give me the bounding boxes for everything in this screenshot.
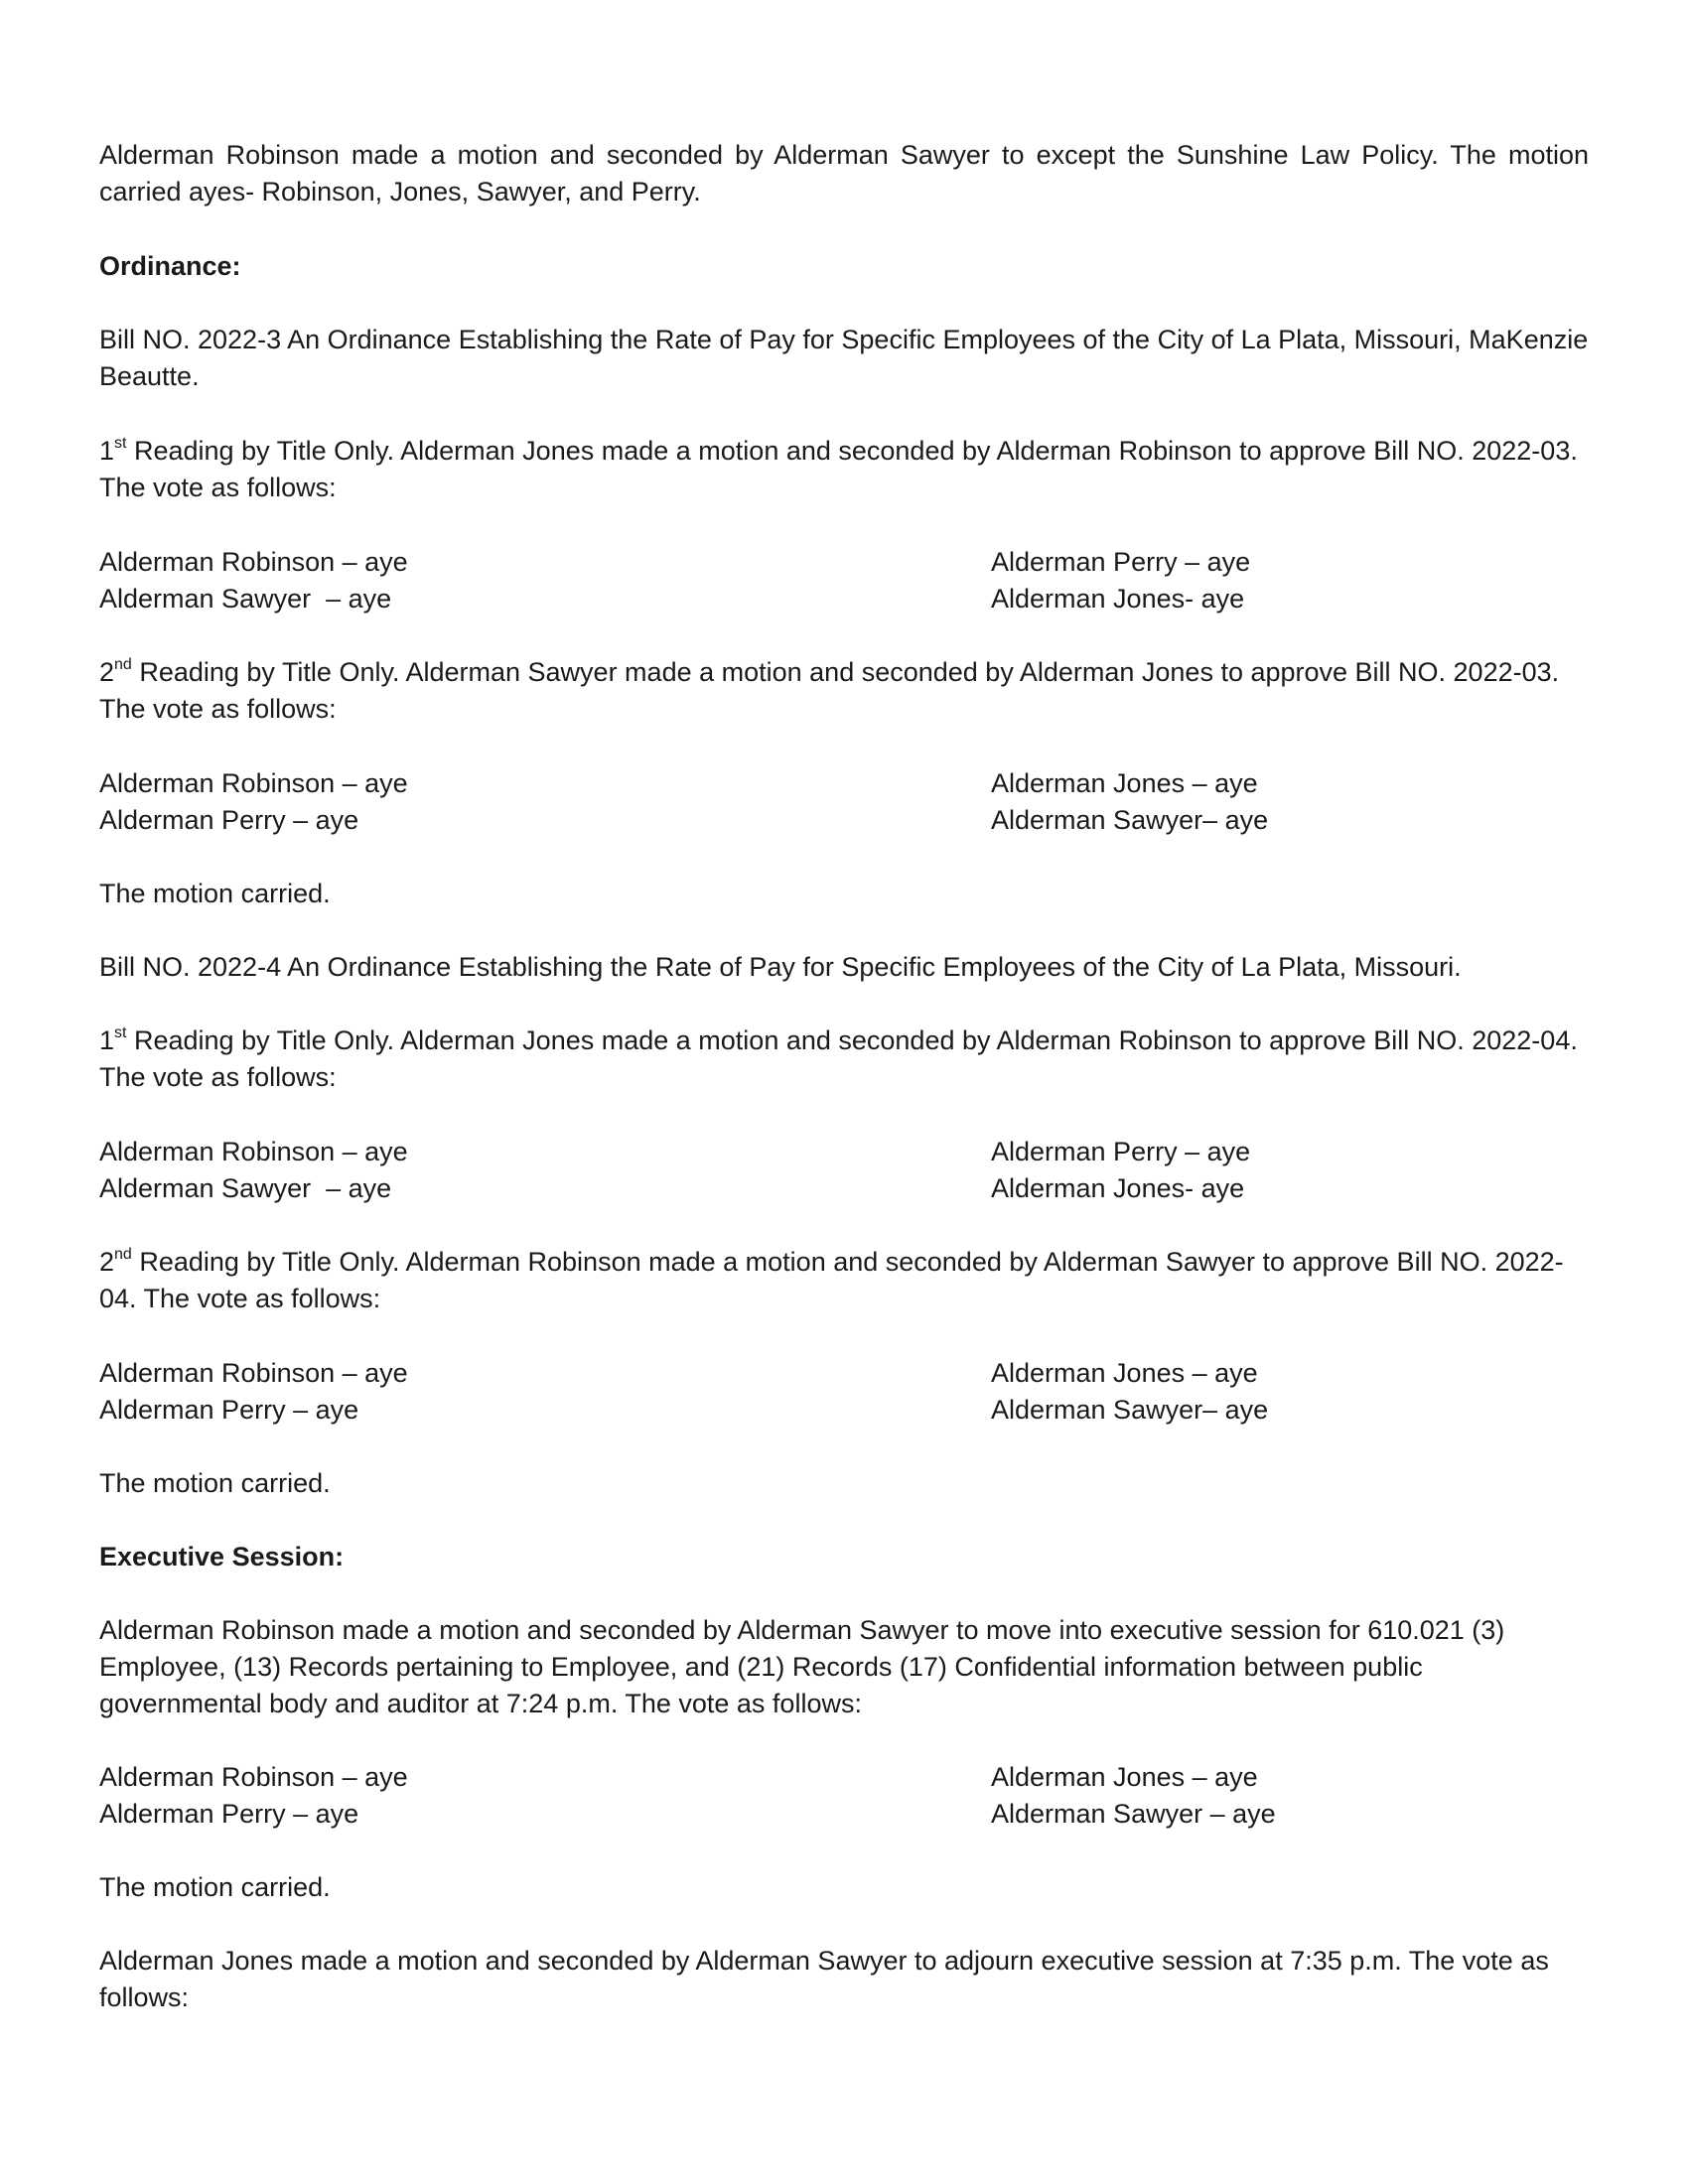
- vote-line: Alderman Sawyer– aye: [991, 1395, 1269, 1425]
- executive-session-heading: Executive Session:: [99, 1542, 345, 1571]
- reading-text: Reading by Title Only. Alderman Sawyer made a motion and seconded by Alderman Jones to approve Bill NO. 2022-03. The vote as follows:: [99, 657, 1560, 724]
- reading-text: Reading by Title Only. Alderman Jones made a motion and seconded by Alderman Robinson to approve Bill NO. 2022-04. The vote as follows:: [99, 1025, 1578, 1092]
- bill-2022-3-motion-carried: The motion carried.: [99, 879, 331, 908]
- bill-2022-4-first-vote-tally: [99, 1134, 1589, 1207]
- vote-line: Alderman Robinson – aye: [99, 768, 408, 798]
- vote-line: Alderman Jones- aye: [991, 1173, 1245, 1203]
- vote-line: Alderman Jones- aye: [991, 584, 1245, 614]
- vote-line: Alderman Jones – aye: [991, 1358, 1258, 1388]
- vote-line: Alderman Perry – aye: [991, 1137, 1251, 1166]
- reading-number: 1: [99, 436, 115, 466]
- bill-2022-4-motion-carried: The motion carried.: [99, 1468, 331, 1498]
- bill-2022-4-title: Bill NO. 2022-4 An Ordinance Establishing the Rate of Pay for Specific Employees of the City of La Plata, Missouri.: [99, 952, 1462, 982]
- bill-2022-3-first-reading: [99, 433, 1589, 506]
- vote-line: Alderman Sawyer– aye: [991, 805, 1269, 835]
- reading-number: 1: [99, 1025, 115, 1055]
- bill-2022-3-second-reading: [99, 654, 1589, 728]
- vote-line: Alderman Robinson – aye: [99, 1762, 408, 1792]
- adjourn-executive-session-motion: Alderman Jones made a motion and seconded by Alderman Sawyer to adjourn executive session at 7:35 p.m. The vote as follows:: [99, 1946, 1549, 2012]
- bill-2022-3-title: Bill NO. 2022-3 An Ordinance Establishing the Rate of Pay for Specific Employees of the City of La Plata, Missouri, MaKenzie Beautte.: [99, 325, 1589, 391]
- vote-line: Alderman Sawyer – aye: [991, 1799, 1276, 1829]
- vote-line: Alderman Perry – aye: [991, 547, 1251, 577]
- reading-ordinal-suffix: nd: [114, 1246, 132, 1263]
- reading-number: 2: [99, 1247, 115, 1277]
- bill-2022-3-first-vote-tally: [99, 544, 1589, 617]
- reading-number: 2: [99, 657, 115, 687]
- vote-line: Alderman Sawyer – aye: [99, 1173, 392, 1203]
- reading-text: Reading by Title Only. Alderman Jones made a motion and seconded by Alderman Robinson to approve Bill NO. 2022-03. The vote as follows:: [99, 436, 1578, 502]
- reading-text: Reading by Title Only. Alderman Robinson made a motion and seconded by Alderman Sawyer to approve Bill NO. 2022-04. The vote as follows:: [99, 1247, 1564, 1313]
- executive-session-vote-tally: [99, 1759, 1589, 1833]
- vote-line: Alderman Robinson – aye: [99, 1137, 408, 1166]
- bill-2022-4-second-vote-tally: [99, 1355, 1589, 1429]
- bill-2022-4-first-reading: [99, 1023, 1589, 1096]
- vote-line: Alderman Robinson – aye: [99, 1358, 408, 1388]
- vote-line: Alderman Jones – aye: [991, 768, 1258, 798]
- vote-line: Alderman Sawyer – aye: [99, 584, 392, 614]
- bill-2022-4-second-reading: [99, 1244, 1589, 1317]
- reading-ordinal-suffix: nd: [114, 656, 132, 673]
- ordinance-heading: Ordinance:: [99, 251, 241, 281]
- vote-line: Alderman Perry – aye: [99, 805, 359, 835]
- vote-line: Alderman Jones – aye: [991, 1762, 1258, 1792]
- vote-line: Alderman Perry – aye: [99, 1395, 359, 1425]
- bill-2022-3-second-vote-tally: [99, 765, 1589, 839]
- reading-ordinal-suffix: st: [114, 1024, 127, 1041]
- executive-session-motion: Alderman Robinson made a motion and seconded by Alderman Sawyer to move into executive session for 610.021 (3) Employee, (13) Records pertaining to Employee, and (21) Records (17) Confidential information between public governmental body and auditor at 7:24 p.m. The vote as follows:: [99, 1615, 1505, 1718]
- sunshine-motion-paragraph: Alderman Robinson made a motion and seconded by Alderman Sawyer to except the Sunshine Law Policy. The motion carried ayes- Robinson, Jones, Sawyer, and Perry.: [99, 140, 1589, 206]
- vote-line: Alderman Robinson – aye: [99, 547, 408, 577]
- vote-line: Alderman Perry – aye: [99, 1799, 359, 1829]
- reading-ordinal-suffix: st: [114, 435, 127, 452]
- executive-session-motion-carried: The motion carried.: [99, 1872, 331, 1902]
